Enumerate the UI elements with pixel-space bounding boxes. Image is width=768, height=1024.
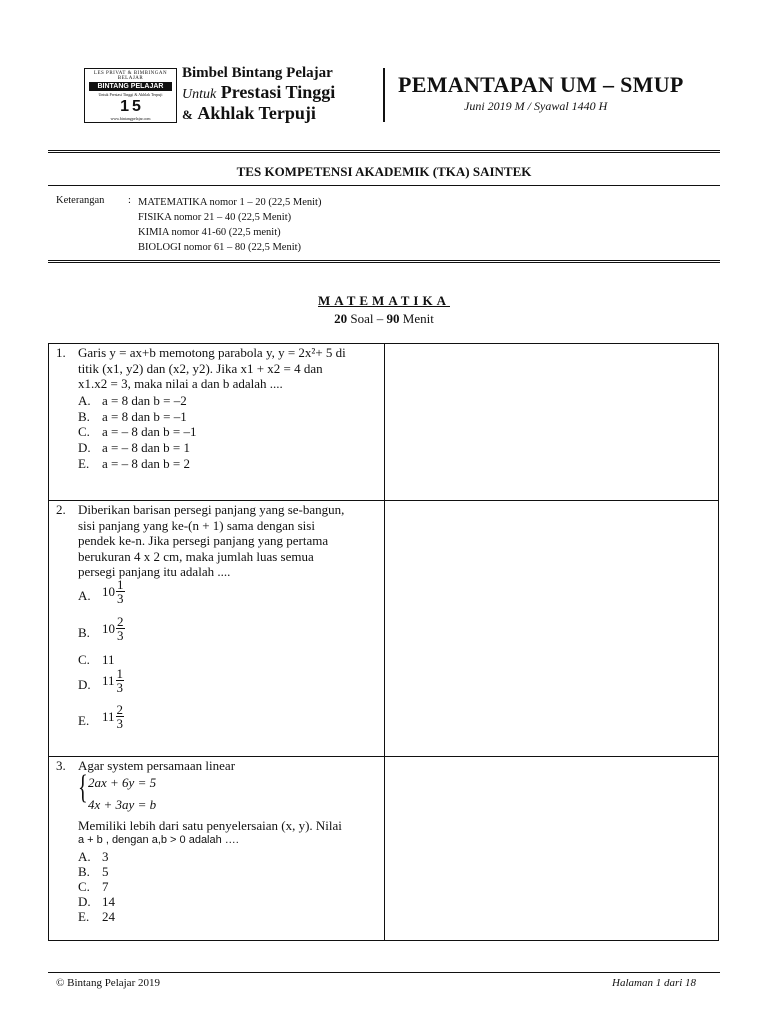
option-letter: E. xyxy=(78,456,90,471)
option-letter: A. xyxy=(78,849,91,864)
question-number: 2. xyxy=(56,502,66,517)
option-letter: B. xyxy=(78,625,90,640)
option-letter: D. xyxy=(78,894,91,909)
logo-url: www.bintangpelajar.com xyxy=(110,116,151,121)
divider xyxy=(48,185,720,186)
keterangan-line: MATEMATIKA nomor 1 – 20 (22,5 Menit) xyxy=(138,197,322,208)
option-mixed-fraction: 11 $\frac{1}{3}$ xyxy=(102,666,124,695)
equation: 2ax + 6y = 5 xyxy=(88,775,157,790)
brand-line2: Untuk Prestasi Tinggi xyxy=(182,82,336,102)
option-letter: A. xyxy=(78,393,91,408)
logo-band: BINTANG PELAJAR xyxy=(89,82,172,91)
option-letter: C. xyxy=(78,424,90,439)
question-text: Memiliki lebih dari satu penyelersaian (x, y). Nilai xyxy=(78,818,342,833)
divider-bottom xyxy=(48,260,720,263)
question-number: 1. xyxy=(56,345,66,360)
question-text: Garis y = ax+b memotong parabola y, y = 2x²+ 5 di titik (x1, y2) dan (x2, y2). Jika x1 + x2 = 4 dan x1.x2 = 3, maka nilai a dan b adalah .... xyxy=(78,345,346,391)
page-title: PEMANTAPAN UM – SMUP xyxy=(398,72,684,97)
option-value: a = – 8 dan b = 1 xyxy=(102,440,190,455)
footer-divider xyxy=(48,972,720,973)
question-text: a + b , dengan a,b > 0 adalah …. xyxy=(78,834,239,846)
exam-date: Juni 2019 M / Syawal 1440 H xyxy=(464,99,608,113)
subject-title: MATEMATIKA xyxy=(318,293,450,308)
footer-copyright: © Bintang Pelajar 2019 xyxy=(56,977,160,989)
brand-line1: Bimbel Bintang Pelajar xyxy=(182,65,333,81)
keterangan-list xyxy=(138,195,321,255)
option-value: 7 xyxy=(102,879,109,894)
question-number: 3. xyxy=(56,758,66,773)
option-letter: D. xyxy=(78,440,91,455)
option-value: 14 xyxy=(102,894,115,909)
keterangan-label: Keterangan xyxy=(56,195,105,206)
keterangan-line: KIMIA nomor 41-60 (22,5 menit) xyxy=(138,227,281,238)
option-mixed-fraction: 11 $\frac{2}{3}$ xyxy=(102,702,124,731)
option-letter: D. xyxy=(78,677,91,692)
logo xyxy=(84,68,177,123)
option-letter: E. xyxy=(78,909,90,924)
option-mixed-fraction: 10 $\frac{2}{3}$ xyxy=(102,614,124,643)
option-letter: C. xyxy=(78,879,90,894)
equation: 4x + 3ay = b xyxy=(88,797,157,812)
option-value: a = – 8 dan b = –1 xyxy=(102,424,197,439)
option-value: a = – 8 dan b = 2 xyxy=(102,456,190,471)
brand-line3: & Akhlak Terpuji xyxy=(182,103,316,123)
keterangan-line: FISIKA nomor 21 – 40 (22,5 Menit) xyxy=(138,212,292,223)
question-intro: Agar system persamaan linear xyxy=(78,758,236,773)
footer-page-number: Halaman 1 dari 18 xyxy=(612,977,697,989)
option-letter: C. xyxy=(78,652,90,667)
option-letter: A. xyxy=(78,588,91,603)
logo-badge xyxy=(85,98,176,116)
option-mixed-fraction: 10 $\frac{1}{3}$ xyxy=(102,577,124,606)
table-row-divider xyxy=(48,500,719,501)
option-letter: B. xyxy=(78,409,90,424)
keterangan-colon: : xyxy=(128,195,131,206)
divider-top xyxy=(48,150,720,153)
option-value: 11 xyxy=(102,652,115,667)
logo-badge-left: 1 xyxy=(120,98,129,115)
option-letter: E. xyxy=(78,713,90,728)
table-column-divider xyxy=(384,343,385,941)
keterangan-line: BIOLOGI nomor 61 – 80 (22,5 Menit) xyxy=(138,242,302,253)
option-letter: B. xyxy=(78,864,90,879)
option-value: 24 xyxy=(102,909,115,924)
logo-top-text: LES PRIVAT & BIMBINGAN BELAJAR xyxy=(93,71,168,81)
option-value: a = 8 dan b = –2 xyxy=(102,393,187,408)
section-title: TES KOMPETENSI AKADEMIK (TKA) SAINTEK xyxy=(236,164,532,179)
question-text: Diberikan barisan persegi panjang yang se-bangun, sisi panjang yang ke-(n + 1) sama dengan sisi pendek ke-n. Jika persegi panjang yang pertama berukuran 4 x 2 cm, maka jumlah luas semua persegi panjang itu adalah .... xyxy=(78,502,345,579)
table-row-divider xyxy=(48,756,719,757)
brace-icon: { xyxy=(78,769,88,806)
option-value: 3 xyxy=(102,849,109,864)
brand-text xyxy=(182,66,362,122)
logo-badge-right: 5 xyxy=(132,98,141,115)
option-value: 5 xyxy=(102,864,109,879)
header-divider xyxy=(383,68,385,122)
subject-subtitle: 20 Soal – 90 Menit xyxy=(334,311,434,326)
option-value: a = 8 dan b = –1 xyxy=(102,409,187,424)
logo-tagline: Untuk Prestasi Tinggi & Akhlak Terpuji xyxy=(98,92,163,97)
